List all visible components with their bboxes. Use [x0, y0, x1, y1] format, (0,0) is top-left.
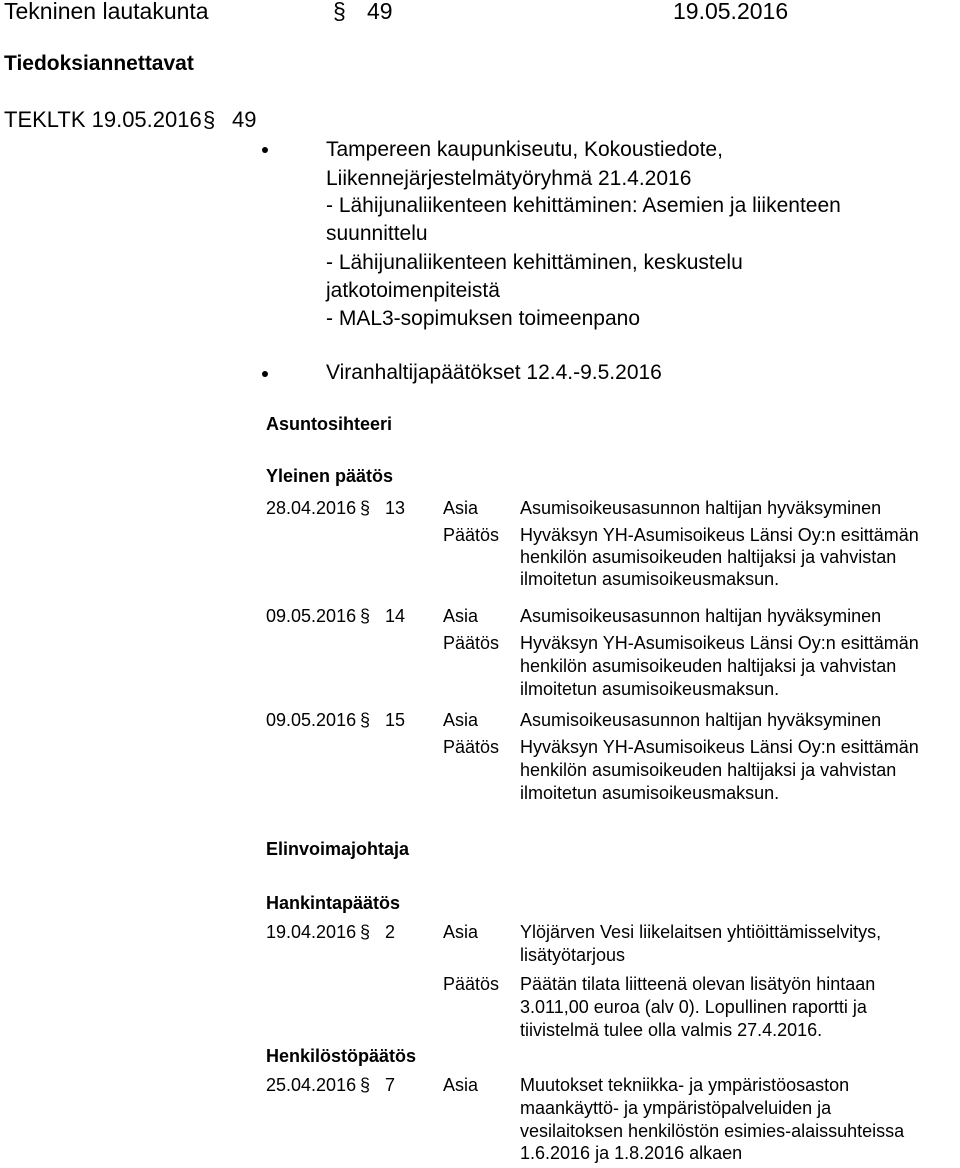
bullet-icon — [262, 371, 268, 377]
paatos-text: ilmoitetun asumisoikeusmaksun. — [520, 679, 780, 699]
asia-label: Asia — [443, 498, 479, 518]
asia-label: Asia — [443, 922, 479, 942]
paatos-text: ilmoitetun asumisoikeusmaksun. — [520, 569, 780, 589]
decision-date: 28.04.2016 — [266, 498, 357, 518]
asia-text: Asumisoikeusasunnon haltijan hyväksyminen — [520, 710, 882, 730]
asia-text: Asumisoikeusasunnon haltijan hyväksyminen — [520, 498, 882, 518]
decision-number: 7 — [385, 1075, 396, 1095]
paatos-text: henkilön asumisoikeuden haltijaksi ja vahvistan — [520, 656, 897, 676]
paatos-label: Päätös — [443, 525, 500, 545]
paatos-text: 3.011,00 euroa (alv 0). Lopullinen raportti ja — [520, 997, 867, 1017]
reference-section-number: 49 — [232, 107, 257, 132]
decision-date: 19.04.2016 — [266, 922, 357, 942]
bullet-line: - Lähijunaliikenteen kehittäminen: Asemien ja liikenteen — [326, 194, 841, 217]
paatos-label: Päätös — [443, 737, 500, 757]
bullet-icon — [262, 147, 268, 153]
section-heading-elinvoimajohtaja: Elinvoimajohtaja — [266, 839, 410, 859]
decision-number: 15 — [385, 710, 406, 730]
section-number: 49 — [367, 0, 393, 24]
paatos-text: Hyväksyn YH-Asumisoikeus Länsi Oy:n esittämän — [520, 525, 919, 545]
decision-number: 2 — [385, 922, 396, 942]
paatos-text: tiivistelmä tulee olla valmis 27.4.2016. — [520, 1020, 823, 1040]
reference-section-mark: § — [203, 107, 216, 132]
decision-number: 13 — [385, 498, 406, 518]
bullet-line: jatkotoimenpiteistä — [326, 279, 500, 302]
paatos-text: henkilön asumisoikeuden haltijaksi ja vahvistan — [520, 760, 897, 780]
decision-section-mark: § — [360, 606, 371, 626]
paatos-text: Hyväksyn YH-Asumisoikeus Länsi Oy:n esittämän — [520, 633, 919, 653]
section-heading-hankintapaatos: Hankintapäätös — [266, 893, 401, 913]
meeting-date: 19.05.2016 — [673, 0, 789, 24]
section-heading-asuntosihteeri: Asuntosihteeri — [266, 414, 393, 434]
decision-number: 14 — [385, 606, 406, 626]
section-heading-yleinen-paatos: Yleinen päätös — [266, 466, 394, 486]
bullet-line: - MAL3-sopimuksen toimeenpano — [326, 307, 640, 330]
decision-date: 09.05.2016 — [266, 710, 357, 730]
paatos-text: henkilön asumisoikeuden haltijaksi ja vahvistan — [520, 547, 897, 567]
paatos-label: Päätös — [443, 974, 500, 994]
decision-section-mark: § — [360, 1075, 371, 1095]
asia-text: 1.6.2016 ja 1.8.2016 alkaen — [520, 1143, 743, 1163]
asia-text: lisätyötarjous — [520, 945, 626, 965]
bullet-line: - Lähijunaliikenteen kehittäminen, keskustelu — [326, 251, 743, 274]
reference-text: TEKLTK 19.05.2016 — [4, 107, 202, 132]
asia-text: Ylöjärven Vesi liikelaitsen yhtiöittämisselvitys, — [520, 922, 882, 942]
section-heading-henkilostopaatos: Henkilöstöpäätös — [266, 1046, 417, 1066]
asia-text: Muutokset tekniikka- ja ympäristöosaston — [520, 1075, 850, 1095]
bullet-line: Liikennejärjestelmätyöryhmä 21.4.2016 — [326, 167, 692, 190]
paatos-text: ilmoitetun asumisoikeusmaksun. — [520, 783, 780, 803]
asia-text: vesilaitoksen henkilöstön esimies-alaissuhteissa — [520, 1121, 905, 1141]
asia-label: Asia — [443, 710, 479, 730]
paatos-text: Päätän tilata liitteenä olevan lisätyön hintaan — [520, 974, 876, 994]
page-title: Tiedoksiannettavat — [4, 52, 194, 75]
decision-section-mark: § — [360, 498, 371, 518]
bullet-line: Tampereen kaupunkiseutu, Kokoustiedote, — [326, 138, 723, 161]
decision-section-mark: § — [360, 922, 371, 942]
decision-section-mark: § — [360, 710, 371, 730]
section-mark: § — [333, 0, 346, 24]
decision-date: 09.05.2016 — [266, 606, 357, 626]
asia-text: maankäyttö- ja ympäristöpalveluiden ja — [520, 1098, 832, 1118]
committee-name: Tekninen lautakunta — [4, 0, 209, 24]
asia-label: Asia — [443, 1075, 479, 1095]
asia-text: Asumisoikeusasunnon haltijan hyväksyminen — [520, 606, 882, 626]
paatos-text: Hyväksyn YH-Asumisoikeus Länsi Oy:n esittämän — [520, 737, 919, 757]
asia-label: Asia — [443, 606, 479, 626]
bullet-line: suunnittelu — [326, 222, 428, 245]
bullet-line: Viranhaltijapäätökset 12.4.-9.5.2016 — [326, 361, 662, 384]
decision-date: 25.04.2016 — [266, 1075, 357, 1095]
paatos-label: Päätös — [443, 633, 500, 653]
